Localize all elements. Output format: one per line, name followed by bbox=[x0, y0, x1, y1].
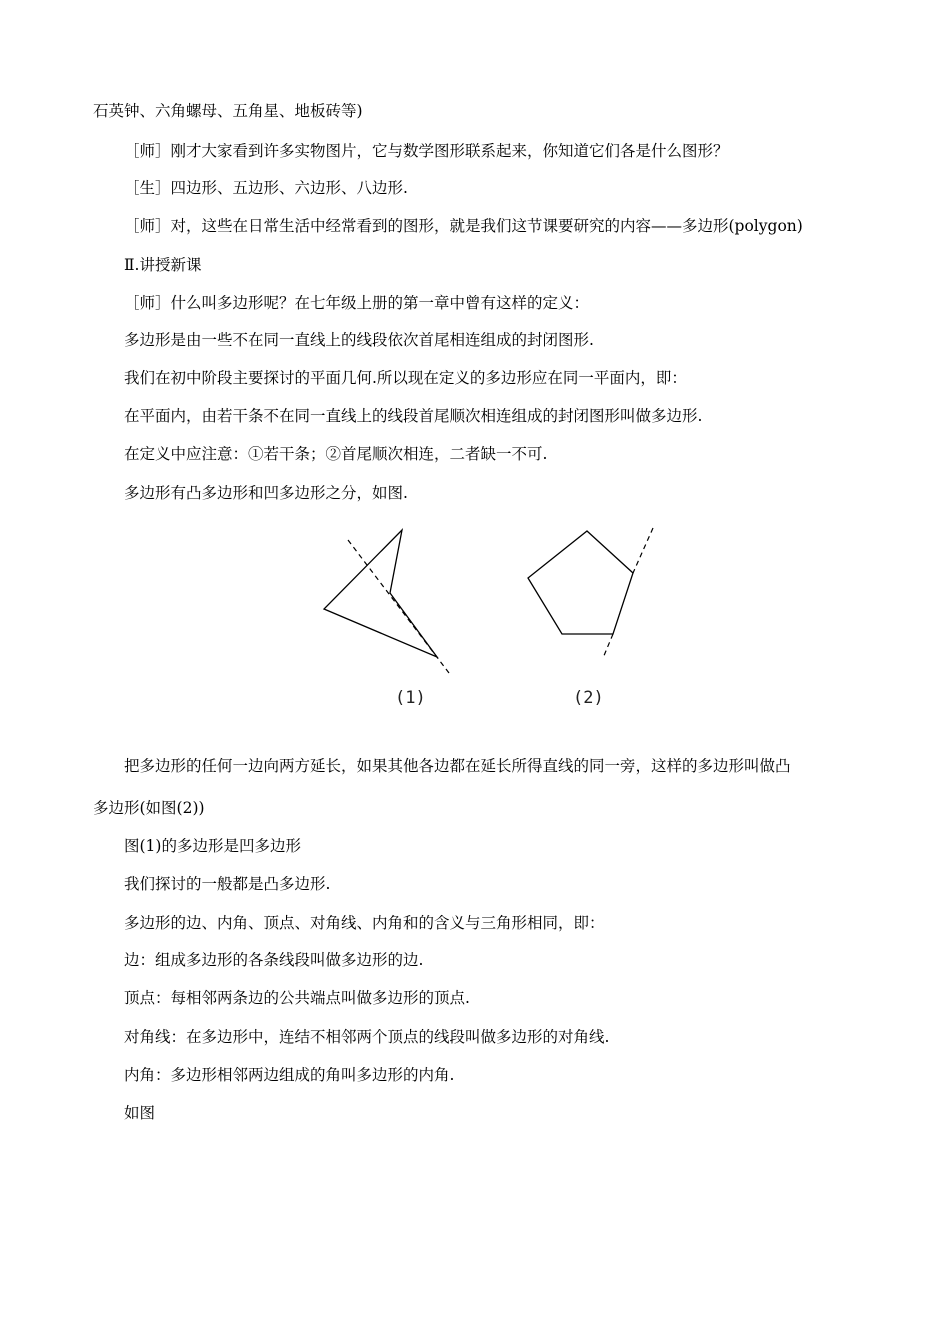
paragraph-plane-geometry: 我们在初中阶段主要探讨的平面几何.所以现在定义的多边形应在同一平面内，即： bbox=[124, 369, 687, 387]
paragraph-as-shown: 如图 bbox=[124, 1104, 156, 1122]
paragraph-terms-intro: 多边形的边、内角、顶点、对角线、内角和的含义与三角形相同，即： bbox=[124, 914, 605, 932]
figure-label-1: (1) bbox=[395, 688, 426, 708]
paragraph-convex-definition: 把多边形的任何一边向两方延长，如果其他各边都在延长所得直线的同一旁，这样的多边形叫做凸 bbox=[124, 757, 791, 775]
paragraph-vertex-definition: 顶点：每相邻两条边的公共端点叫做多边形的顶点. bbox=[124, 989, 470, 1007]
paragraph-convex-definition-continued: 多边形(如图(2)) bbox=[93, 799, 205, 817]
polygon-figure bbox=[300, 520, 680, 720]
convex-extension-line-top bbox=[633, 528, 653, 573]
paragraph-edge-definition: 边：组成多边形的各条线段叫做多边形的边. bbox=[124, 951, 424, 969]
paragraph-convex-concave: 多边形有凸多边形和凹多边形之分，如图. bbox=[124, 484, 408, 502]
paragraph-new-definition: 在平面内，由若干条不在同一直线上的线段首尾顺次相连组成的封闭图形叫做多边形. bbox=[124, 407, 703, 425]
paragraph-student-answer: ［生］四边形、五边形、六边形、八边形. bbox=[124, 179, 408, 197]
paragraph-teacher-intro: ［师］对，这些在日常生活中经常看到的图形，就是我们这节课要研究的内容——多边形(polygon) bbox=[124, 217, 803, 235]
paragraph-diagonal-definition: 对角线：在多边形中，连结不相邻两个顶点的线段叫做多边形的对角线. bbox=[124, 1028, 610, 1046]
figure-label-2: (2) bbox=[573, 688, 604, 708]
paragraph-interior-angle-definition: 内角：多边形相邻两边组成的角叫多边形的内角. bbox=[124, 1066, 455, 1084]
concave-polygon bbox=[324, 530, 437, 657]
paragraph-definition-note: 在定义中应注意：①若干条；②首尾顺次相连，二者缺一不可. bbox=[124, 445, 548, 463]
paragraph-old-definition: 多边形是由一些不在同一直线上的线段依次首尾相连组成的封闭图形. bbox=[124, 331, 594, 349]
paragraph-teacher-definition-question: ［师］什么叫多边形呢？在七年级上册的第一章中曾有这样的定义： bbox=[124, 294, 590, 312]
convex-extension-line-bottom bbox=[603, 634, 613, 658]
paragraph-convex-focus: 我们探讨的一般都是凸多边形. bbox=[124, 875, 331, 893]
convex-pentagon bbox=[528, 531, 633, 634]
paragraph-continuation: 石英钟、六角螺母、五角星、地板砖等) bbox=[93, 102, 363, 120]
paragraph-concave-note: 图(1)的多边形是凹多边形 bbox=[124, 837, 301, 855]
paragraph-teacher-question: ［师］刚才大家看到许多实物图片，它与数学图形联系起来，你知道它们各是什么图形？ bbox=[124, 142, 729, 160]
section-heading: Ⅱ.讲授新课 bbox=[124, 256, 202, 274]
polygon-diagram bbox=[300, 520, 680, 720]
